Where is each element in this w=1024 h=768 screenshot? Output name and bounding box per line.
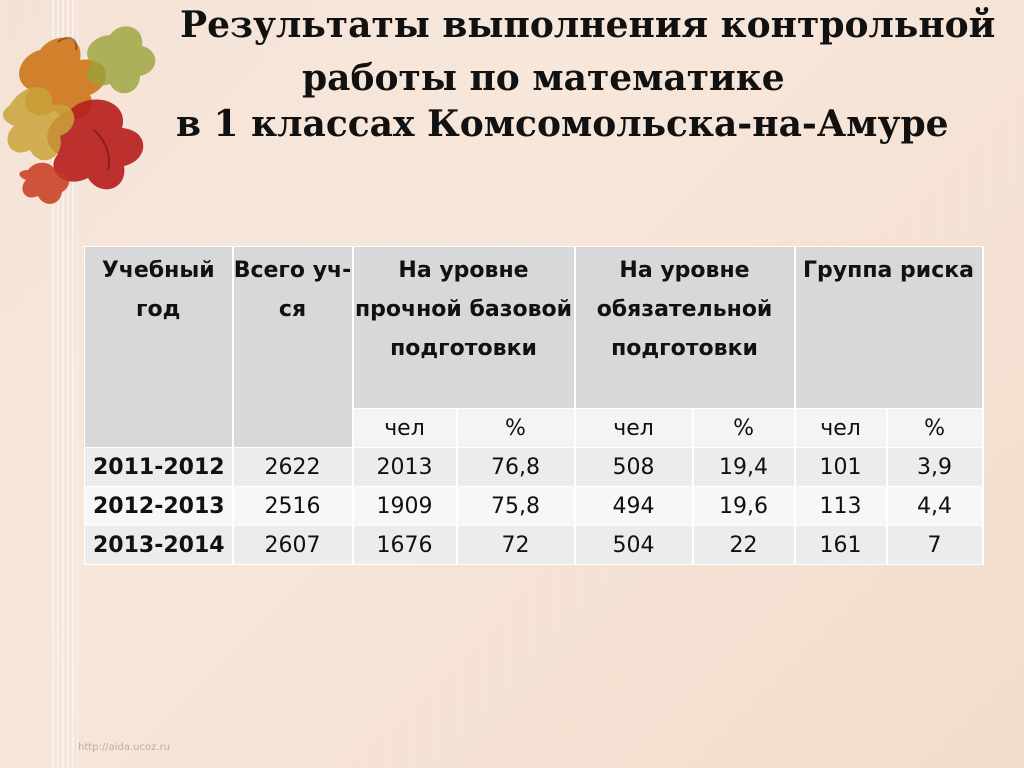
row-g2-pct: 19,6: [693, 487, 795, 526]
header-total: [233, 247, 353, 448]
slide-title: [120, 0, 996, 160]
row-g3-pct: 7: [887, 526, 983, 565]
header-group-1-label: На уровне прочной базовой подготовки: [354, 258, 573, 361]
row-g3-pct: 3,9: [887, 448, 983, 487]
results-table: [84, 246, 984, 565]
header-year-label: Учебный год: [101, 258, 215, 322]
header-group-1: [353, 247, 575, 409]
header-group-3-label: Группа риска: [803, 258, 975, 283]
title-line-1: Результаты выполнения контрольной: [180, 4, 996, 46]
table-row: [85, 526, 983, 565]
row-g1-pct: 72: [457, 526, 575, 565]
subheader-cell: %: [693, 409, 795, 448]
table-row: [85, 448, 983, 487]
row-g3-chel: 101: [795, 448, 887, 487]
row-total: 2516: [233, 487, 353, 526]
header-group-2: [575, 247, 795, 409]
row-g1-chel: 1676: [353, 526, 457, 565]
row-total: 2607: [233, 526, 353, 565]
table-header-row: [85, 247, 983, 409]
table-row: [85, 487, 983, 526]
subheader-cell: чел: [353, 409, 457, 448]
row-g2-chel: 508: [575, 448, 693, 487]
results-table-container: [84, 246, 982, 562]
row-g1-pct: 76,8: [457, 448, 575, 487]
row-g2-chel: 504: [575, 526, 693, 565]
subheader-cell: %: [457, 409, 575, 448]
row-g2-pct: 19,4: [693, 448, 795, 487]
row-year: 2013-2014: [85, 526, 233, 565]
header-group-2-label: На уровне обязательной подготовки: [596, 258, 773, 361]
row-g3-chel: 113: [795, 487, 887, 526]
subheader-cell: чел: [575, 409, 693, 448]
header-total-label: Всего уч-ся: [233, 258, 352, 322]
subheader-cell: чел: [795, 409, 887, 448]
header-group-3: [795, 247, 983, 409]
row-g3-chel: 161: [795, 526, 887, 565]
row-g1-pct: 75,8: [457, 487, 575, 526]
row-year: 2011-2012: [85, 448, 233, 487]
row-g1-chel: 2013: [353, 448, 457, 487]
subheader-cell: %: [887, 409, 983, 448]
row-g2-chel: 494: [575, 487, 693, 526]
row-g1-chel: 1909: [353, 487, 457, 526]
title-line-2: работы по математике: [302, 57, 785, 99]
title-line-3: в 1 классах Комсомольска-на-Амуре: [176, 103, 949, 145]
row-total: 2622: [233, 448, 353, 487]
row-g2-pct: 22: [693, 526, 795, 565]
row-year: 2012-2013: [85, 487, 233, 526]
header-year: [85, 247, 233, 448]
footer-watermark: http://aida.ucoz.ru: [78, 742, 171, 753]
row-g3-pct: 4,4: [887, 487, 983, 526]
